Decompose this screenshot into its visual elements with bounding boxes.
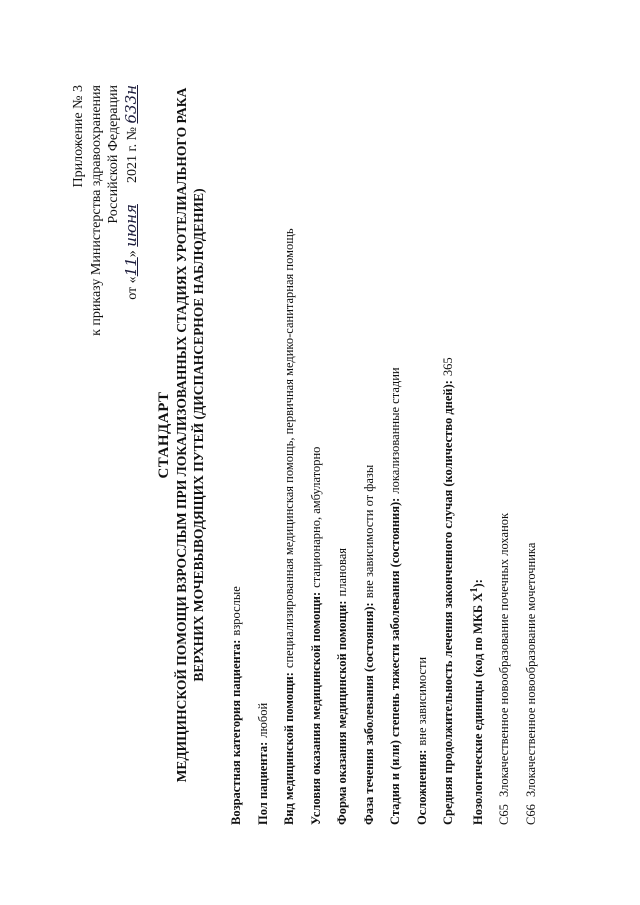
field-label: Фаза течения заболевания (состояния): bbox=[361, 602, 376, 825]
icd-code: C65 bbox=[497, 804, 512, 825]
title-line-2: ВЕРХНИХ МОЧЕВЫВОДЯЩИХ ПУТЕЙ (ДИСПАНСЕРНОЕ НАБЛЮДЕНИЕ) bbox=[191, 188, 206, 682]
field-age-category bbox=[223, 35, 250, 825]
handwritten-month: июня bbox=[121, 204, 140, 247]
field-label: Пол пациента: bbox=[255, 741, 270, 825]
field-disease-stage bbox=[382, 35, 409, 825]
field-label: Средняя продолжительность лечения законченного случая (количество дней): bbox=[441, 380, 455, 825]
handwritten-order-number: 633н bbox=[121, 85, 140, 124]
title-line-1: МЕДИЦИНСКОЙ ПОМОЩИ ВЗРОСЛЫМ ПРИ ЛОКАЛИЗОВАННЫХ СТАДИЯХ УРОТЕЛИАЛЬНОГО РАКА bbox=[174, 87, 189, 783]
field-value: вне зависимости от фазы bbox=[361, 464, 376, 599]
date-mid: » bbox=[124, 250, 140, 258]
appendix-number: Приложение № 3 bbox=[71, 85, 86, 188]
field-label: Форма оказания медицинской помощи: bbox=[335, 600, 349, 825]
field-care-form bbox=[329, 35, 356, 825]
field-label: Осложнения: bbox=[414, 749, 429, 825]
handwritten-day: 11 bbox=[121, 257, 140, 277]
field-label: Возрастная категория пациента: bbox=[229, 639, 243, 825]
field-value: взрослые bbox=[229, 586, 243, 636]
field-value: стационарно, амбулаторно bbox=[308, 446, 323, 588]
appendix-header bbox=[70, 85, 141, 345]
date-year: 2021 г. № bbox=[124, 127, 140, 184]
field-label: Вид медицинской помощи: bbox=[282, 672, 296, 825]
appendix-date-line bbox=[123, 85, 142, 345]
field-value: любой bbox=[255, 702, 270, 738]
field-label: Условия оказания медицинской помощи: bbox=[308, 591, 323, 825]
date-prefix: от « bbox=[124, 276, 140, 300]
nosology-label-end: ): bbox=[470, 579, 485, 588]
field-disease-phase bbox=[356, 35, 383, 825]
standard-fields bbox=[223, 35, 544, 825]
field-value: специализированная медицинская помощь, первичная медико-санитарная помощь bbox=[282, 228, 296, 669]
field-complications bbox=[409, 35, 436, 825]
field-sex bbox=[250, 35, 277, 825]
icd-description: Злокачественное новообразование мочеточника bbox=[523, 542, 538, 797]
field-value: локализованные стадии bbox=[388, 367, 402, 494]
title-heading: СТАНДАРТ bbox=[156, 391, 172, 479]
appendix-country: Российской Федерации bbox=[106, 85, 121, 224]
field-label: Стадия и (или) степень тяжести заболевания (состояния): bbox=[388, 497, 402, 825]
appendix-order-ref: к приказу Министерства здравоохранения bbox=[88, 85, 104, 336]
nosology-item bbox=[491, 35, 518, 825]
icd-description: Злокачественное новообразование почечных лоханок bbox=[497, 512, 512, 797]
icd-code: C66 bbox=[523, 804, 538, 825]
nosology-label bbox=[462, 35, 492, 825]
nosology-footnote-mark: 1 bbox=[468, 587, 480, 593]
nosology-item bbox=[518, 35, 545, 825]
field-value: вне зависимости bbox=[414, 656, 429, 746]
field-value: 365 bbox=[441, 357, 455, 377]
standard-title bbox=[156, 85, 207, 785]
field-value: плановая bbox=[335, 547, 349, 597]
nosology-label-text: Нозологические единицы (код по МКБ X bbox=[470, 592, 485, 825]
field-treatment-duration bbox=[435, 35, 462, 825]
field-care-type bbox=[276, 35, 303, 825]
field-care-conditions bbox=[303, 35, 330, 825]
